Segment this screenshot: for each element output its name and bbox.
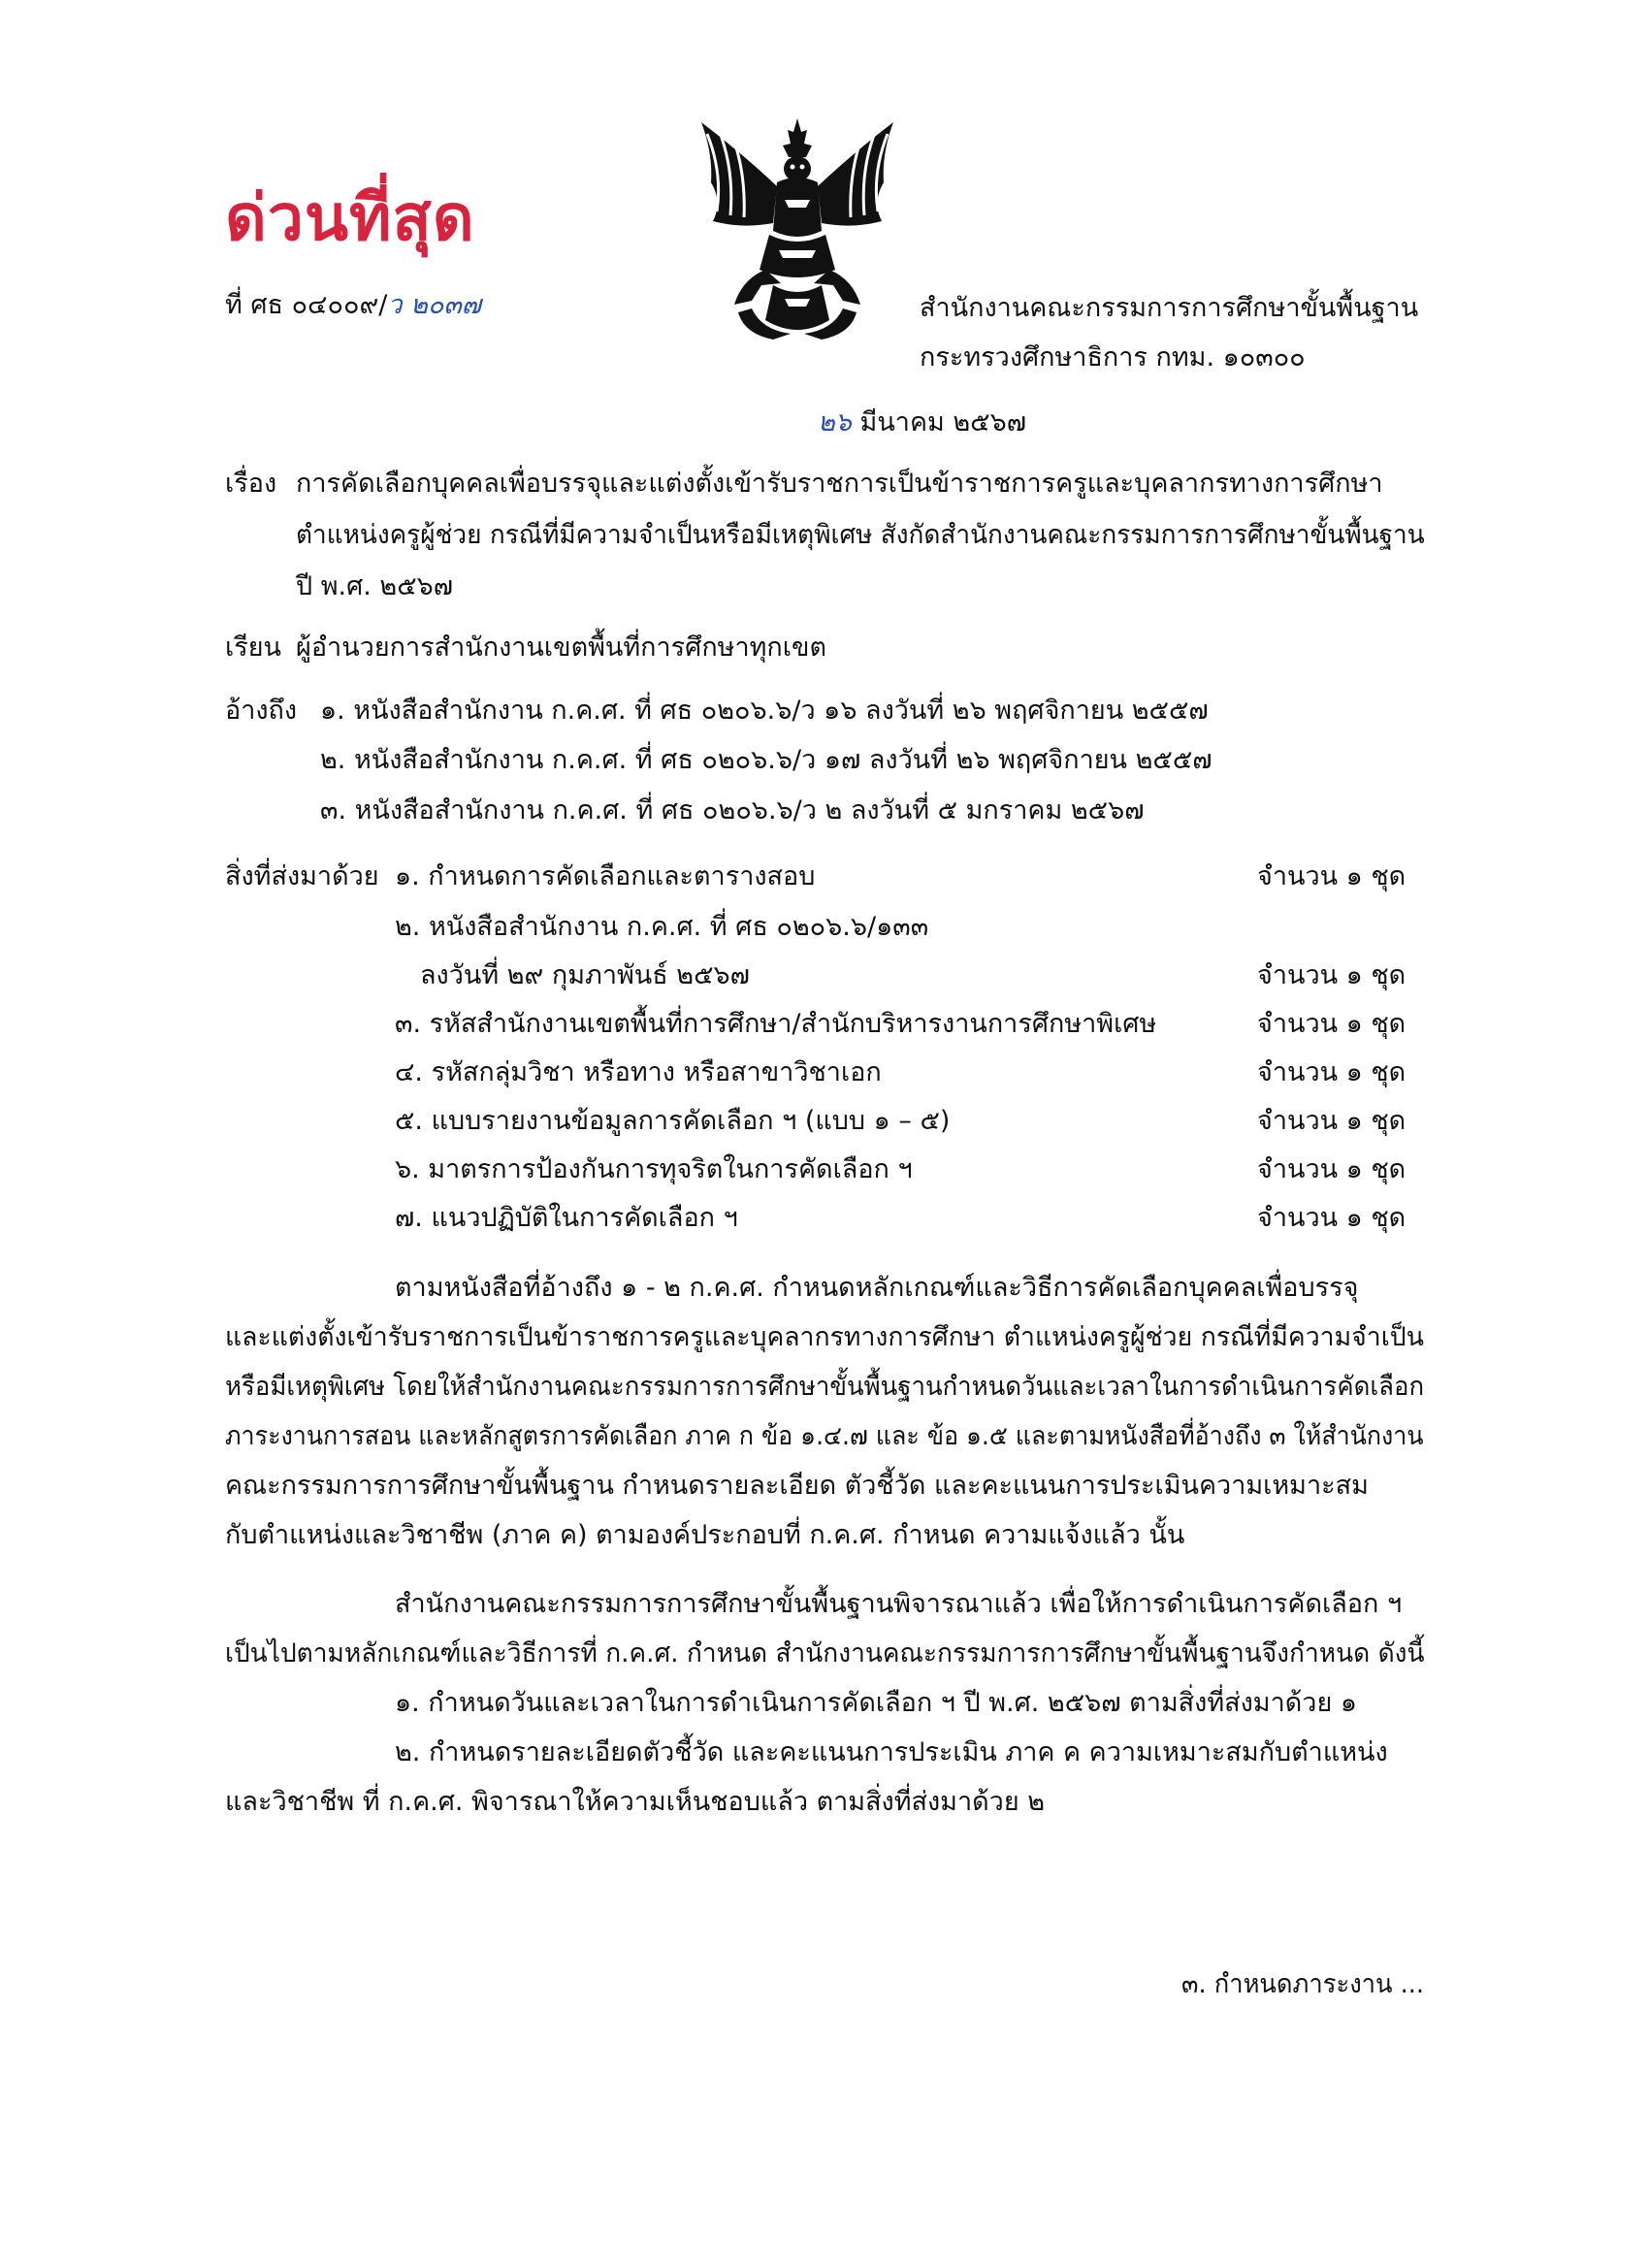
body-paragraph-2-line: เป็นไปตามหลักเกณฑ์และวิธีการที่ ก.ค.ศ. กำหนด สำนักงานคณะกรรมการการศึกษาขั้นพื้นฐานจึงกำหนด ดังนี้ [225,1638,1425,1669]
reference-number [225,290,481,321]
reference-item: ๑. หนังสือสำนักงาน ก.ค.ศ. ที่ ศธ ๐๒๐๖.๖/ว ๑๖ ลงวันที่ ๒๖ พฤศจิกายน ๒๕๕๗ [320,696,1209,726]
document-date [818,407,1026,438]
garuda-emblem-icon [684,114,912,342]
enclosure-qty: จำนวน ๑ ชุด [1257,861,1406,891]
urgency-stamp: ด่วนที่สุด [225,180,475,255]
subject-line-2: ตำแหน่งครูผู้ช่วย กรณีที่มีความจำเป็นหรือมีเหตุพิเศษ สังกัดสำนักงานคณะกรรมการการศึกษาขั้นพื้นฐาน [296,520,1425,550]
reference-item: ๒. หนังสือสำนักงาน ก.ค.ศ. ที่ ศธ ๐๒๐๖.๖/ว ๑๗ ลงวันที่ ๒๖ พฤศจิกายน ๒๕๕๗ [320,745,1212,775]
subject-label: เรื่อง [225,469,277,499]
enclosure-item: ๕. แบบรายงานข้อมูลการคัดเลือก ฯ (แบบ ๑ – ๕) [395,1106,951,1136]
issuing-ministry-address: กระทรวงศึกษาธิการ กทม. ๑๐๓๐๐ [920,342,1306,373]
reference-handwritten: ว ๒๐๓๗ [387,290,482,320]
references-label: อ้างถึง [225,696,298,726]
body-paragraph-2-line: และวิชาชีพ ที่ ก.ค.ศ. พิจารณาให้ความเห็นชอบแล้ว ตามสิ่งที่ส่งมาด้วย ๒ [225,1787,1046,1817]
page-continuation: ๓. กำหนดภาระงาน ... [1181,1969,1425,1999]
enclosures-label: สิ่งที่ส่งมาด้วย [225,861,379,891]
reference-item: ๓. หนังสือสำนักงาน ก.ค.ศ. ที่ ศธ ๐๒๐๖.๖/ว ๒ ลงวันที่ ๕ มกราคม ๒๕๖๗ [320,795,1145,826]
enclosure-qty: จำนวน ๑ ชุด [1257,1203,1406,1233]
enclosure-item: ๖. มาตรการป้องกันการทุจริตในการคัดเลือก ฯ [395,1154,913,1184]
addressee: ผู้อำนวยการสำนักงานเขตพื้นที่การศึกษาทุกเขต [296,632,826,663]
body-paragraph-2-item: ๑. กำหนดวันและเวลาในการดำเนินการคัดเลือก ฯ ปี พ.ศ. ๒๕๖๗ ตามสิ่งที่ส่งมาด้วย ๑ [395,1688,1357,1718]
date-day-handwritten: ๒๖ [818,407,852,437]
body-paragraph-2-item: ๒. กำหนดรายละเอียดตัวชี้วัด และคะแนนการประเมิน ภาค ค ความเหมาะสมกับตำแหน่ง [395,1737,1388,1767]
enclosure-item: ๔. รหัสกลุ่มวิชา หรือทาง หรือสาขาวิชาเอก [395,1057,882,1087]
enclosure-qty: จำนวน ๑ ชุด [1257,960,1406,990]
reference-prefix: ที่ ศธ ๐๔๐๐๙/ [225,290,388,320]
issuing-office: สำนักงานคณะกรรมการการศึกษาขั้นพื้นฐาน [920,293,1419,323]
enclosure-item-continuation: ลงวันที่ ๒๙ กุมภาพันธ์ ๒๕๖๗ [420,960,750,990]
body-paragraph-1-line: ตามหนังสือที่อ้างถึง ๑ - ๒ ก.ค.ศ. กำหนดหลักเกณฑ์และวิธีการคัดเลือกบุคคลเพื่อบรรจุ [395,1273,1359,1303]
enclosure-qty: จำนวน ๑ ชุด [1257,1154,1406,1184]
body-paragraph-1-line: คณะกรรมการการศึกษาขั้นพื้นฐาน กำหนดรายละเอียด ตัวชี้วัด และคะแนนการประเมินความเหมาะสม [225,1471,1369,1501]
body-paragraph-1-line: ภาระงานการสอน และหลักสูตรการคัดเลือก ภาค ก ข้อ ๑.๔.๗ และ ข้อ ๑.๕ และตามหนังสือที่อ้างถึง ๓ ให้สำนักงาน [225,1421,1424,1451]
enclosure-item: ๗. แนวปฏิบัติในการคัดเลือก ฯ [395,1203,738,1233]
subject-line-3: ปี พ.ศ. ๒๕๖๗ [296,571,454,601]
date-month-year: มีนาคม ๒๕๖๗ [859,407,1027,437]
body-paragraph-1-line: กับตำแหน่งและวิชาชีพ (ภาค ค) ตามองค์ประกอบที่ ก.ค.ศ. กำหนด ความแจ้งแล้ว นั้น [225,1520,1185,1550]
enclosure-qty: จำนวน ๑ ชุด [1257,1057,1406,1087]
enclosure-item: ๑. กำหนดการคัดเลือกและตารางสอบ [395,861,816,891]
body-paragraph-2-line: สำนักงานคณะกรรมการการศึกษาขั้นพื้นฐานพิจารณาแล้ว เพื่อให้การดำเนินการคัดเลือก ฯ [395,1589,1403,1619]
addressee-label: เรียน [225,632,282,663]
enclosure-item: ๓. รหัสสำนักงานเขตพื้นที่การศึกษา/สำนักบริหารงานการศึกษาพิเศษ [395,1009,1157,1039]
enclosure-qty: จำนวน ๑ ชุด [1257,1009,1406,1039]
subject-line-1: การคัดเลือกบุคคลเพื่อบรรจุและแต่งตั้งเข้ารับราชการเป็นข้าราชการครูและบุคลากรทางการศึกษา [296,469,1383,499]
body-paragraph-1-line: และแต่งตั้งเข้ารับราชการเป็นข้าราชการครูและบุคลากรทางการศึกษา ตำแหน่งครูผู้ช่วย กรณีที่มีความจำเป็น [225,1322,1424,1352]
enclosure-qty: จำนวน ๑ ชุด [1257,1106,1406,1136]
body-paragraph-1-line: หรือมีเหตุพิเศษ โดยให้สำนักงานคณะกรรมการการศึกษาขั้นพื้นฐานกำหนดวันและเวลาในการดำเนินการคัดเลือก [225,1372,1425,1402]
enclosure-item: ๒. หนังสือสำนักงาน ก.ค.ศ. ที่ ศธ ๐๒๐๖.๖/๑๓๓ [395,912,929,942]
